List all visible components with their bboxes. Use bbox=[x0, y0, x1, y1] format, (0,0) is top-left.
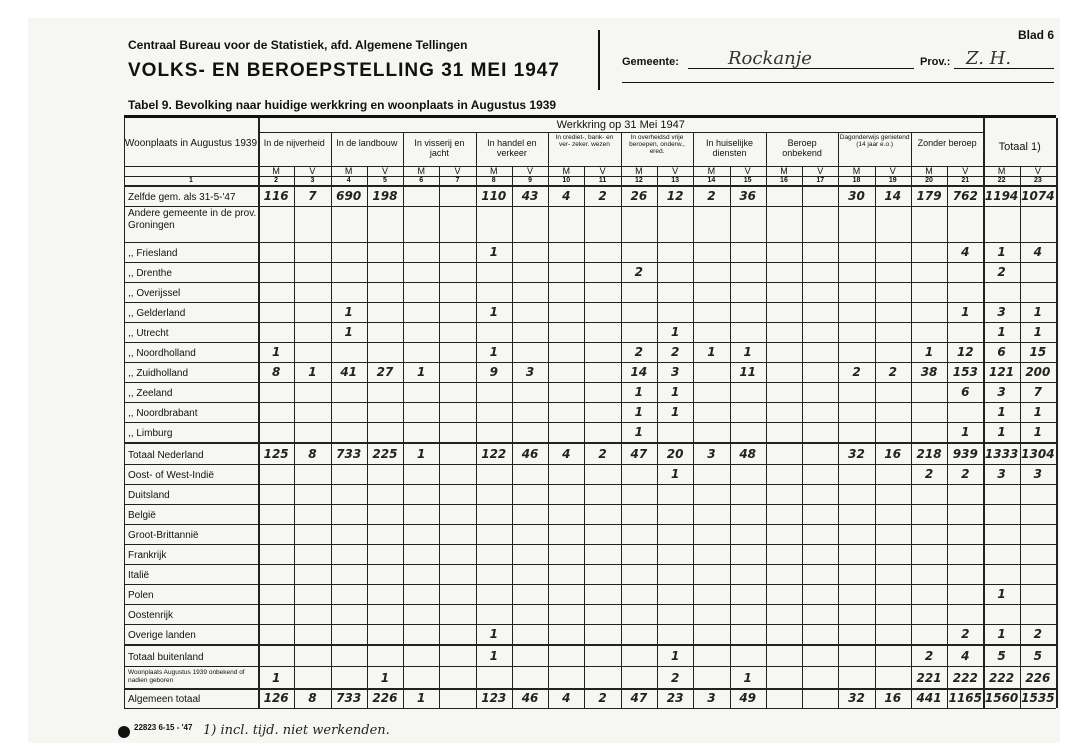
table-cell: 1 bbox=[1033, 325, 1043, 339]
table-cell: 222 bbox=[952, 671, 978, 685]
table-cell: 11 bbox=[739, 365, 757, 379]
table-cell: 3 bbox=[997, 305, 1006, 319]
table-cell: 3 bbox=[997, 385, 1006, 399]
table-cell: 1 bbox=[417, 365, 426, 379]
table-cell: 179 bbox=[916, 189, 942, 203]
row-rule bbox=[124, 666, 1056, 667]
table-cell: 16 bbox=[884, 447, 902, 461]
group-header: In huiselijke diensten bbox=[706, 138, 754, 158]
mv-header: V bbox=[599, 166, 606, 176]
table-cell: 1 bbox=[271, 671, 281, 685]
province-label: Prov.: bbox=[920, 56, 951, 68]
table-cell: 2 bbox=[634, 265, 644, 279]
row-rule bbox=[124, 708, 1056, 709]
column-number: 2 bbox=[274, 177, 279, 184]
table-cell: 4 bbox=[961, 245, 970, 259]
row-rule bbox=[124, 624, 1056, 625]
row-rule bbox=[124, 322, 1056, 323]
table-cell: 2 bbox=[598, 691, 607, 705]
col-rule bbox=[548, 132, 549, 708]
col-rule bbox=[1056, 118, 1058, 708]
row-rule bbox=[124, 464, 1056, 465]
publisher-logo bbox=[118, 726, 130, 738]
table-cell: 1 bbox=[308, 365, 317, 379]
table-cell: 1 bbox=[489, 345, 498, 359]
col-rule bbox=[875, 166, 876, 708]
table-cell: 153 bbox=[952, 365, 978, 379]
row-rule bbox=[124, 282, 1056, 283]
row-label: ,, Drenthe bbox=[128, 268, 172, 279]
column-number: 20 bbox=[925, 177, 933, 184]
column-number: 6 bbox=[419, 177, 424, 184]
row-rule bbox=[124, 524, 1056, 525]
table-cell: 1 bbox=[670, 649, 680, 663]
table-cell: 32 bbox=[848, 447, 865, 461]
table-cell: 1 bbox=[743, 345, 752, 359]
col-rule bbox=[802, 166, 803, 708]
table-cell: 1194 bbox=[984, 189, 1019, 203]
gemeente-value: Rockanje bbox=[728, 48, 812, 69]
row-rule bbox=[124, 382, 1056, 383]
table-cell: 1 bbox=[634, 385, 644, 399]
table-cell: 6 bbox=[961, 385, 970, 399]
column-number: 1 bbox=[189, 177, 193, 184]
table-cell: 218 bbox=[916, 447, 942, 461]
table-cell: 1 bbox=[489, 649, 498, 663]
mv-header: M bbox=[780, 166, 788, 176]
table-cell: 733 bbox=[336, 691, 362, 705]
table-cell: 733 bbox=[336, 447, 362, 461]
row-rule bbox=[124, 688, 1056, 690]
row-label: Oost- of West-Indië bbox=[128, 470, 214, 481]
row-rule bbox=[124, 442, 1056, 444]
column-number: 21 bbox=[961, 177, 970, 184]
row-label: Zelfde gem. als 31-5-'47 bbox=[128, 192, 236, 203]
row-label: België bbox=[128, 510, 156, 521]
row-rule bbox=[124, 262, 1056, 263]
table-cell: 1560 bbox=[984, 691, 1019, 705]
mv-header: V bbox=[454, 166, 461, 176]
mv-header: M bbox=[852, 166, 861, 176]
col-rule bbox=[512, 166, 513, 708]
table-cell: 2 bbox=[670, 345, 680, 359]
table-cell: 30 bbox=[848, 189, 865, 203]
table-cell: 1 bbox=[670, 385, 680, 399]
column-number: 11 bbox=[598, 177, 607, 184]
table-cell: 1 bbox=[961, 425, 970, 439]
table-cell: 7 bbox=[1033, 385, 1043, 399]
table-cell: 2 bbox=[961, 627, 970, 641]
table-cell: 200 bbox=[1025, 365, 1051, 379]
bureau-heading: Centraal Bureau voor de Statistiek, afd. Algemene Tellingen bbox=[128, 38, 468, 52]
mv-header: M bbox=[490, 166, 498, 176]
table-cell: 1 bbox=[707, 345, 716, 359]
row-label: Groot-Brittannië bbox=[128, 530, 199, 541]
table-cell: 48 bbox=[739, 447, 757, 461]
table-title: Tabel 9. Bevolking naar huidige werkkring en woonplaats in Augustus 1939 bbox=[128, 98, 557, 112]
table-cell: 43 bbox=[521, 189, 539, 203]
col-rule bbox=[730, 166, 731, 708]
table-cell: 939 bbox=[952, 447, 978, 461]
table-top-rule-2 bbox=[124, 117, 1056, 118]
row-rule bbox=[124, 362, 1056, 363]
table-cell: 125 bbox=[263, 447, 289, 461]
row-label: ,, Friesland bbox=[128, 248, 178, 259]
table-cell: 38 bbox=[920, 365, 938, 379]
sheet-number: Blad 6 bbox=[1017, 28, 1054, 42]
table-cell: 121 bbox=[989, 365, 1015, 379]
table-cell: 1 bbox=[670, 325, 680, 339]
mv-header: V bbox=[309, 166, 316, 176]
table-cell: 2 bbox=[707, 189, 716, 203]
row-rule bbox=[124, 422, 1056, 423]
table-cell: 3 bbox=[525, 365, 535, 379]
table-cell: 122 bbox=[481, 447, 507, 461]
row-label: Woonplaats Augustus 1939 onbekend of nadien geboren bbox=[128, 669, 245, 684]
column-number: 8 bbox=[491, 177, 496, 184]
mv-header: V bbox=[744, 166, 751, 176]
column-number: 22 bbox=[997, 177, 1006, 184]
group-header: Dagonderwijs genietend (14 jaar e.o.) bbox=[839, 134, 910, 148]
column-number: 19 bbox=[888, 177, 897, 184]
table-cell: 5 bbox=[997, 649, 1006, 663]
group-header: In visserij en jacht bbox=[414, 138, 465, 158]
row-rule bbox=[124, 584, 1056, 585]
column-number: 5 bbox=[382, 177, 387, 184]
mv-header: V bbox=[817, 166, 824, 176]
table-cell: 1 bbox=[1033, 305, 1043, 319]
table-cell: 116 bbox=[263, 189, 289, 203]
column-number: 10 bbox=[562, 177, 571, 184]
table-cell: 49 bbox=[739, 691, 757, 705]
table-cell: 126 bbox=[263, 691, 289, 705]
mv-header: M bbox=[997, 166, 1006, 176]
table-cell: 8 bbox=[308, 447, 317, 461]
table-cell: 123 bbox=[481, 691, 507, 705]
col-rule bbox=[838, 132, 839, 708]
table-cell: 1 bbox=[997, 587, 1006, 601]
table-cell: 1 bbox=[997, 405, 1006, 419]
table-cell: 2 bbox=[670, 671, 680, 685]
column-number: 18 bbox=[852, 177, 861, 184]
row-rule bbox=[124, 206, 1056, 207]
row-label: Overige landen bbox=[128, 630, 196, 641]
column-number: 14 bbox=[707, 177, 716, 184]
row-rule bbox=[124, 484, 1056, 485]
table-cell: 4 bbox=[562, 189, 571, 203]
row-label: Polen bbox=[128, 590, 154, 601]
group-header: In handel en verkeer bbox=[487, 138, 537, 158]
table-cell: 3 bbox=[707, 691, 716, 705]
table-cell: 2 bbox=[598, 189, 607, 203]
row-label: Oostenrijk bbox=[128, 610, 174, 621]
table-cell: 1 bbox=[417, 691, 426, 705]
mv-header: M bbox=[417, 166, 425, 176]
column-number: 3 bbox=[310, 177, 315, 184]
table-cell: 1 bbox=[344, 305, 353, 319]
table-cell: 1333 bbox=[984, 447, 1019, 461]
table-cell: 762 bbox=[952, 189, 978, 203]
table-cell: 1 bbox=[670, 467, 680, 481]
mv-header: M bbox=[635, 166, 643, 176]
table-cell: 1 bbox=[417, 447, 426, 461]
row-label: Frankrijk bbox=[128, 550, 167, 561]
mv-header: V bbox=[962, 166, 969, 176]
table-cell: 15 bbox=[1029, 345, 1047, 359]
row-label: ,, Zuidholland bbox=[128, 368, 189, 379]
row-label: ,, Gelderland bbox=[128, 308, 186, 319]
table-cell: 2 bbox=[598, 447, 607, 461]
table-cell: 225 bbox=[372, 447, 398, 461]
table-cell: 14 bbox=[630, 365, 648, 379]
row-rule bbox=[124, 604, 1056, 605]
mv-header: V bbox=[527, 166, 534, 176]
table-cell: 198 bbox=[372, 189, 398, 203]
row-label: ,, Zeeland bbox=[128, 388, 173, 399]
row-rule bbox=[124, 544, 1056, 545]
werkkring-header: Werkkring op 31 Mei 1947 bbox=[556, 119, 685, 131]
column-number: 4 bbox=[346, 177, 351, 184]
table-cell: 1074 bbox=[1021, 189, 1055, 203]
table-cell: 14 bbox=[884, 189, 902, 203]
province-value: Z. H. bbox=[966, 48, 1012, 69]
row-label: ,, Utrecht bbox=[128, 328, 169, 339]
table-cell: 1 bbox=[344, 325, 353, 339]
row-label: ,, Noordbrabant bbox=[128, 408, 198, 419]
col-rule bbox=[403, 132, 404, 708]
werkkring-rule bbox=[258, 132, 983, 133]
table-cell: 27 bbox=[376, 365, 394, 379]
table-cell: 1165 bbox=[948, 691, 982, 705]
row-label: Algemeen totaal bbox=[128, 694, 201, 705]
table-cell: 5 bbox=[1033, 649, 1043, 663]
table-cell: 8 bbox=[271, 365, 281, 379]
table-cell: 3 bbox=[707, 447, 716, 461]
table-cell: 226 bbox=[372, 691, 398, 705]
table-cell: 2 bbox=[1033, 627, 1043, 641]
table-cell: 1 bbox=[670, 405, 680, 419]
mv-header: M bbox=[707, 166, 716, 176]
table-cell: 1304 bbox=[1021, 447, 1055, 461]
col-rule bbox=[584, 166, 585, 708]
table-cell: 690 bbox=[336, 189, 362, 203]
table-cell: 4 bbox=[961, 649, 970, 663]
table-cell: 3 bbox=[1033, 467, 1043, 481]
table-cell: 16 bbox=[884, 691, 902, 705]
table-cell: 3 bbox=[670, 365, 680, 379]
table-cell: 2 bbox=[888, 365, 897, 379]
table-cell: 47 bbox=[630, 691, 648, 705]
table-cell: 110 bbox=[481, 189, 507, 203]
table-cell: 8 bbox=[308, 691, 317, 705]
table-cell: 2 bbox=[997, 265, 1006, 279]
table-cell: 2 bbox=[924, 649, 934, 663]
gemeente-label: Gemeente: bbox=[622, 56, 679, 68]
table-cell: 3 bbox=[997, 467, 1006, 481]
table-cell: 1 bbox=[1033, 405, 1043, 419]
row-label: Totaal Nederland bbox=[128, 450, 204, 461]
row-rule bbox=[124, 564, 1056, 565]
table-cell: 4 bbox=[562, 447, 571, 461]
table-cell: 9 bbox=[489, 365, 498, 379]
row-label: ,, Overijssel bbox=[128, 288, 181, 299]
table-cell: 2 bbox=[961, 467, 970, 481]
table-cell: 6 bbox=[997, 345, 1006, 359]
col-rule bbox=[657, 166, 658, 708]
table-cell: 1 bbox=[997, 627, 1006, 641]
body-rule bbox=[124, 185, 1056, 187]
header-divider bbox=[598, 30, 600, 90]
col-rule bbox=[294, 166, 295, 708]
table-cell: 1 bbox=[997, 325, 1006, 339]
table-cell: 1 bbox=[743, 671, 752, 685]
table-cell: 4 bbox=[562, 691, 571, 705]
group-header: In de landbouw bbox=[336, 138, 398, 148]
row-rule bbox=[124, 302, 1056, 303]
table-cell: 1 bbox=[634, 425, 644, 439]
table-cell: 1 bbox=[1033, 425, 1043, 439]
table-cell: 41 bbox=[340, 365, 358, 379]
row-label: Totaal buitenland bbox=[128, 652, 204, 663]
column-number: 7 bbox=[455, 177, 460, 184]
row-rule bbox=[124, 504, 1056, 505]
row-label: Duitsland bbox=[128, 490, 170, 501]
row-label: Italië bbox=[128, 570, 150, 581]
column-number: 23 bbox=[1033, 177, 1042, 184]
col-rule bbox=[693, 132, 694, 708]
row-rule bbox=[124, 644, 1056, 646]
form-title: VOLKS- EN BEROEPSTELLING 31 MEI 1947 bbox=[128, 60, 560, 81]
mv-header: V bbox=[672, 166, 679, 176]
table-cell: 46 bbox=[521, 691, 539, 705]
table-cell: 26 bbox=[630, 189, 648, 203]
table-cell: 2 bbox=[634, 345, 644, 359]
table-cell: 226 bbox=[1025, 671, 1051, 685]
table-cell: 32 bbox=[848, 691, 865, 705]
table-cell: 23 bbox=[666, 691, 684, 705]
table-cell: 7 bbox=[308, 189, 317, 203]
table-cell: 1 bbox=[380, 671, 390, 685]
column-number: 16 bbox=[780, 177, 788, 184]
mv-header: M bbox=[272, 166, 280, 176]
woonplaats-header: Woonplaats in Augustus 1939 bbox=[124, 138, 258, 149]
table-cell: 46 bbox=[521, 447, 539, 461]
table-cell: 1 bbox=[997, 245, 1006, 259]
column-number: 15 bbox=[743, 177, 752, 184]
mv-header: V bbox=[889, 166, 896, 176]
col-rule bbox=[476, 132, 477, 708]
group-header: Zonder beroep bbox=[917, 138, 977, 148]
row-rule bbox=[124, 342, 1056, 343]
col-rule bbox=[367, 166, 368, 708]
table-cell: 47 bbox=[630, 447, 648, 461]
row-rule bbox=[124, 402, 1056, 403]
col-rule bbox=[911, 132, 912, 708]
table-cell: 4 bbox=[1033, 245, 1043, 259]
col-rule bbox=[766, 132, 767, 708]
table-cell: 221 bbox=[916, 671, 942, 685]
group-header: In crediet-, bank- en ver- zeker. wezen bbox=[555, 134, 614, 148]
table-cell: 2 bbox=[852, 365, 861, 379]
group-header: Beroep onbekend bbox=[782, 138, 822, 158]
mv-header: M bbox=[562, 166, 571, 176]
group-header: In de nijverheid bbox=[263, 138, 325, 148]
mv-header: M bbox=[925, 166, 933, 176]
form-code: 22823 6-15 - '47 bbox=[134, 723, 193, 732]
mv-header: M bbox=[344, 166, 353, 176]
table-cell: 1535 bbox=[1021, 691, 1055, 705]
gemeente-line-2 bbox=[622, 82, 1054, 83]
table-cell: 12 bbox=[956, 345, 974, 359]
table-cell: 222 bbox=[989, 671, 1015, 685]
col-rule bbox=[439, 166, 440, 708]
mv-header: V bbox=[381, 166, 388, 176]
col-rule bbox=[621, 132, 622, 708]
footnote: 1) incl. tijd. niet werkenden. bbox=[203, 723, 390, 738]
table-cell: 1 bbox=[489, 245, 498, 259]
table-cell: 1 bbox=[634, 405, 644, 419]
table-cell: 1 bbox=[271, 345, 281, 359]
table-cell: 1 bbox=[997, 425, 1006, 439]
census-form bbox=[28, 18, 1060, 743]
table-cell: 20 bbox=[666, 447, 684, 461]
row-label: ,, Limburg bbox=[128, 428, 173, 439]
table-cell: 1 bbox=[489, 305, 498, 319]
totaal-header: Totaal 1) bbox=[998, 141, 1041, 153]
mv-header: V bbox=[1034, 166, 1041, 176]
table-cell: 1 bbox=[489, 627, 498, 641]
table-cell: 12 bbox=[666, 189, 684, 203]
column-number: 17 bbox=[816, 177, 825, 184]
row-label: ,, Noordholland bbox=[128, 348, 196, 359]
column-number: 9 bbox=[528, 177, 532, 184]
table-cell: 2 bbox=[924, 467, 934, 481]
table-cell: 1 bbox=[961, 305, 970, 319]
table-cell: 36 bbox=[739, 189, 757, 203]
table-cell: 441 bbox=[916, 691, 942, 705]
table-cell: 1 bbox=[924, 345, 934, 359]
row-rule bbox=[124, 242, 1056, 243]
row-label: Andere gemeente in de prov. Groningen bbox=[128, 208, 257, 231]
column-number: 12 bbox=[634, 177, 643, 184]
group-header: In overheidsd vrije beroepen, onderw., ered. bbox=[629, 134, 685, 155]
column-number: 13 bbox=[671, 177, 680, 184]
col-rule bbox=[331, 132, 332, 708]
